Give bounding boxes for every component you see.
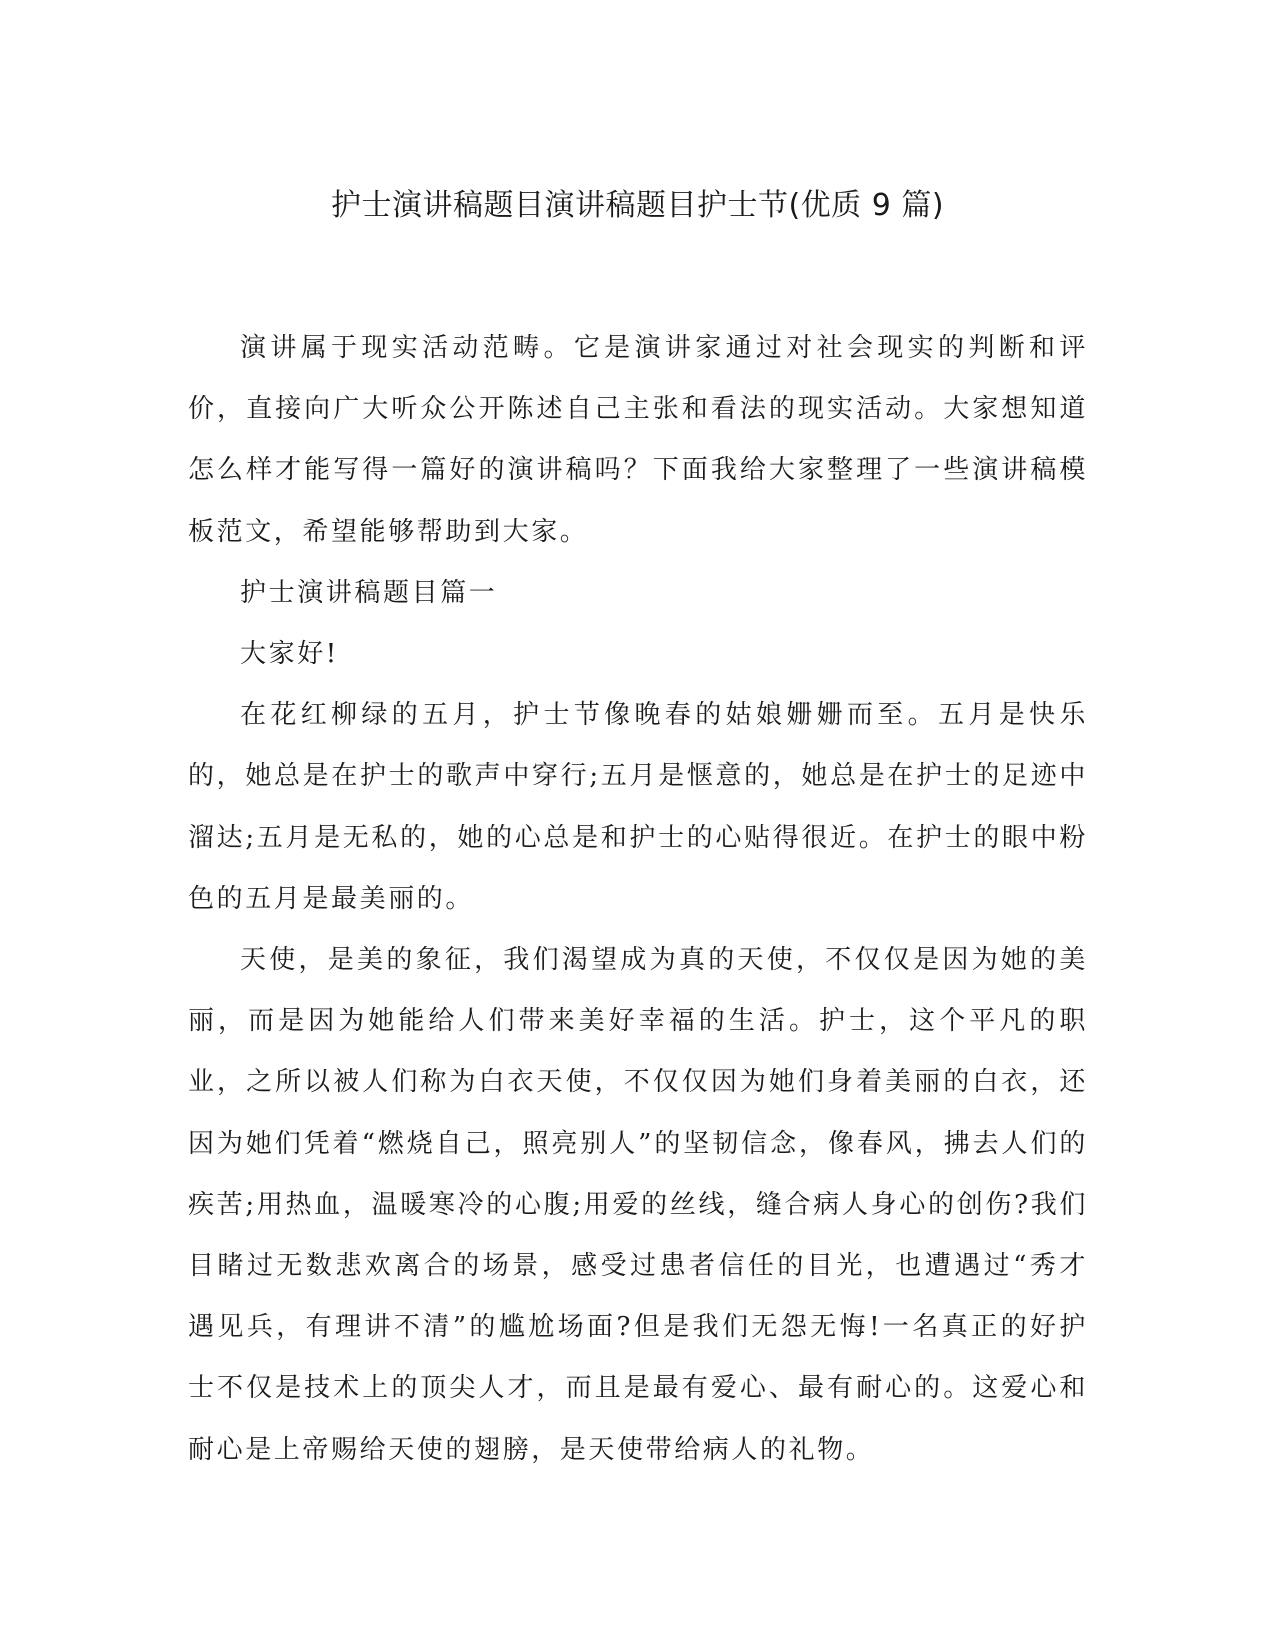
paragraph-angel: 天使，是美的象征，我们渴望成为真的天使，不仅仅是因为她的美丽，而是因为她能给人们带来美好幸福的生活。护士，这个平凡的职业，之所以被人们称为白衣天使，不仅仅因为她们身着美丽的白衣，还因为她们凭着“燃烧自己，照亮别人”的坚韧信念，像春风，拂去人们的疾苦;用热血，温暖寒冷的心腹;用爱的丝线，缝合病人身心的创伤?我们目睹过无数悲欢离合的场景，感受过患者信任的目光，也遭遇过“秀才遇见兵，有理讲不清”的尴尬场面?但是我们无怨无悔!一名真正的好护士不仅是技术上的顶尖人才，而且是最有爱心、最有耐心的。这爱心和耐心是上帝赐给天使的翅膀，是天使带给病人的礼物。 xyxy=(188,945,1088,1465)
paragraph-intro: 演讲属于现实活动范畴。它是演讲家通过对社会现实的判断和评价，直接向广大听众公开陈述自己主张和看法的现实活动。大家想知道怎么样才能写得一篇好的演讲稿吗？下面我给大家整理了一些演讲稿模板范文，希望能够帮助到大家。 xyxy=(188,333,1088,547)
document-title: 护士演讲稿题目演讲稿题目护士节(优质 9 篇) xyxy=(330,188,945,223)
paragraph-greeting: 大家好! xyxy=(240,639,339,670)
paragraph-may: 在花红柳绿的五月，护士节像晚春的姑娘姗姗而至。五月是快乐的，她总是在护士的歌声中穿行;五月是惬意的，她总是在护士的足迹中溜达;五月是无私的，她的心总是和护士的心贴得很近。在护士的眼中粉色的五月是最美丽的。 xyxy=(188,700,1088,914)
paragraph-section-heading: 护士演讲稿题目篇一 xyxy=(240,577,498,608)
document-body xyxy=(188,318,1088,1481)
